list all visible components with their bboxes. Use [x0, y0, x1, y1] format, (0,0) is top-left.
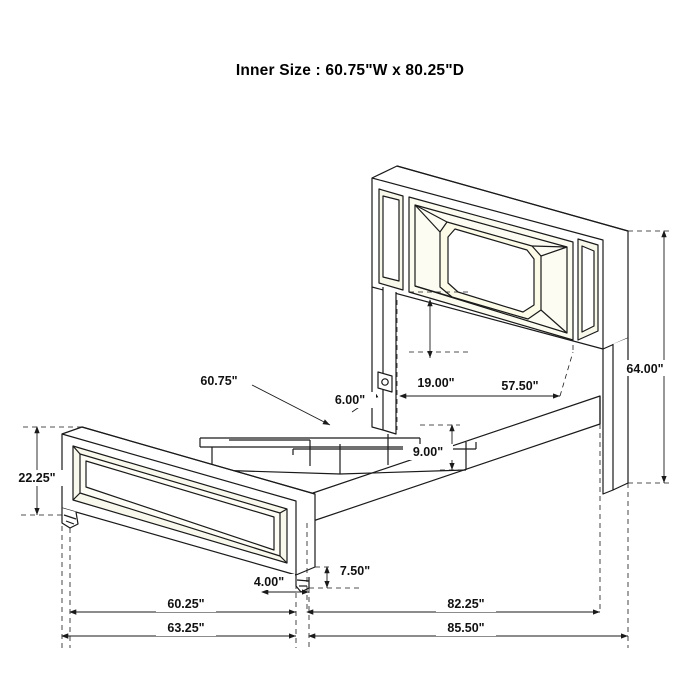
dim-label-foot-leg-height: 7.50"	[339, 564, 371, 578]
dim-label-headboard-width: 57.50"	[501, 379, 539, 393]
dim-label-footboard-height: 22.25"	[18, 471, 56, 485]
dim-label-rail-thickness: 6.00"	[334, 393, 366, 407]
footboard	[62, 427, 315, 575]
dim-label-panel-height: 19.00"	[417, 376, 455, 390]
dim-label-rail-height: 9.00"	[412, 445, 444, 459]
headboard	[372, 166, 628, 349]
dim-label-side-rail-length: 82.25"	[447, 597, 485, 611]
page-title: Inner Size : 60.75"W x 80.25"D	[235, 62, 465, 79]
dim-label-headboard-height: 64.00"	[626, 362, 664, 376]
dim-label-footboard-width: 60.25"	[167, 597, 205, 611]
dim-label-inner-width: 60.75"	[200, 374, 238, 388]
dim-inner-width	[252, 385, 330, 425]
dim-label-overall-footboard-width: 63.25"	[167, 621, 205, 635]
side-rail	[307, 396, 600, 523]
dim-label-foot-leg-width: 4.00"	[253, 575, 285, 589]
dim-label-overall-length: 85.50"	[447, 621, 485, 635]
